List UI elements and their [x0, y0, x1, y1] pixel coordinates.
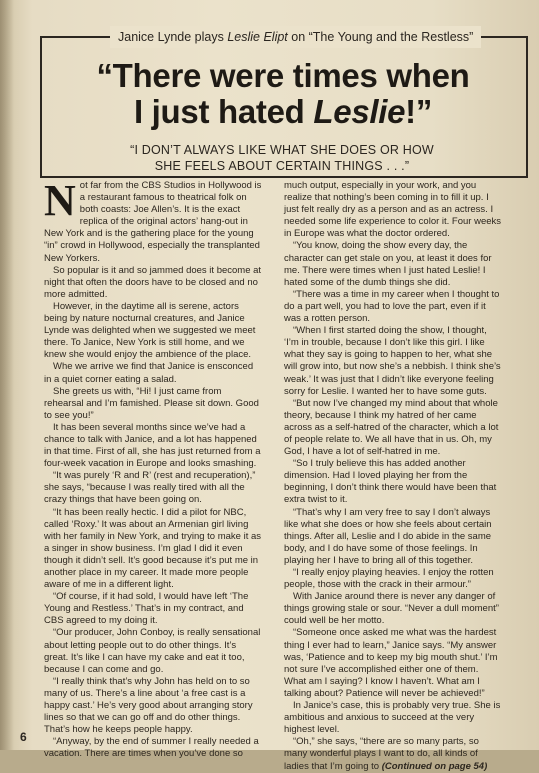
- article-column-left: [44, 176, 262, 761]
- article-column-right: [284, 180, 502, 773]
- paragraph: “It was purely ‘R and R’ (rest and recuperation),” she says, “because I was really tired with all the crazy things that have been going on.: [44, 470, 256, 506]
- paragraph: “Of course, if it had sold, I would have left ‘The Young and Restless.’ That’s in my contract, and CBS agreed to my doing it.: [44, 591, 249, 627]
- page-number: 6: [20, 730, 27, 744]
- paragraph: Not far from the CBS Studios in Hollywood is a restaurant famous to theatrical folk on both coasts: Joe Allen’s. It is the exact replica of the original actors’ hang-out in New York and is the gathering place for the young “in” crowd in Hollywood, especially the transplanted New Yorkers.: [44, 176, 262, 264]
- paragraph: It has been several months since we’ve had a chance to talk with Janice, and a lot has happened in that time. First of all, she has just returned from a four-week vacation in Europe and looks smashing.: [44, 421, 261, 470]
- paragraph: “I really enjoy playing heavies. I enjoy the rotten people, those with the crack in their armour.”: [284, 567, 494, 591]
- paragraph: Whe we arrive we find that Janice is ensconced in a quiet corner eating a salad.: [44, 361, 254, 385]
- paragraph: “You know, doing the show every day, the character can get stale on you, at least it does for me. There were times when I just hated Leslie! I hated some of the dumb things she did.: [284, 240, 492, 288]
- page-gutter-shadow: [0, 0, 14, 750]
- headline: [46, 58, 520, 130]
- kicker-line: Janice Lynde plays Leslie Elipt on “The Young and the Restless”: [110, 26, 481, 48]
- paragraph: “There was a time in my career when I thought to do a part well, you had to love the part, even if it was a rotten person.: [284, 288, 500, 325]
- paragraph: “So I truly believe this has added another dimension. Had I loved playing her from the beginning, I don’t think there would have been that extra twist to it.: [284, 458, 497, 506]
- paragraph: “Anyway, by the end of summer I really needed a vacation. There are times when you’ve done so: [44, 736, 259, 760]
- headline-line-2: I just hated Leslie!”: [133, 93, 433, 130]
- paragraph: However, in the daytime all is serene, actors being by nature nocturnal creatures, and Janice Lynde was delighted when we suggested we meet there. To Janice, New York is still home, and we knew she would enjoy the ambience of the place.: [44, 300, 256, 361]
- paragraph: “Our producer, John Conboy, is really sensational about letting people out to do other things. It’s great. It’s like I can have my cake and eat it too, because I can come and go.: [44, 627, 261, 675]
- paragraph: “Oh,” she says, “there are so many parts, so many wonderful plays I want to do, all kinds of ladies that I’m going to (Continued on page 54): [284, 736, 488, 772]
- paragraph: “Someone once asked me what was the hardest thing I ever had to learn,” Janice says. “My answer was, ‘Patience and to keep my big mouth shut.’ I’m not sure I’ve accomplished either one of them. What am I saying? I know I haven’t. What am I talking about? Patience will never be achieved!”: [284, 627, 498, 699]
- drop-cap: N: [44, 176, 76, 225]
- paragraph: “That’s why I am very free to say I don’t always like what she does or how she feels about certain things. After all, Leslie and I do abide in the same body, and I do have some of those feelings. In playing her I have to bring all of this together.: [284, 506, 492, 566]
- paragraph: She greets us with, “Hi! I just came from rehearsal and I’m famished. Please sit down. Good to see you!”: [44, 385, 259, 421]
- paragraph: much output, especially in your work, and you realize that nothing’s been coming in to fill it up. I just felt really dry as a person and as an actress. I needed some life experience to color it. Four weeks in Europe was what the doctor ordered.: [284, 180, 502, 240]
- paragraph: So popular is it and so jammed does it become at night that often the doors have to be closed and no more admitted.: [44, 264, 262, 300]
- paragraph: In Janice’s case, this is probably very true. She is ambitious and anxious to succeed at the very highest level.: [284, 700, 501, 736]
- paragraph: “It has been really hectic. I did a pilot for NBC, called ‘Roxy.’ It was about an Armenian girl living with her family in New York, and trying to make it as a singer in show business. I’m glad I did it even though it didn’t sell. It’s good because it’s put me in another place in my career. It made more people aware of me in a different light.: [44, 506, 262, 591]
- continued-jump-line: (Continued on page 54): [381, 760, 488, 772]
- deck-subheadline: “I DON’T ALWAYS LIKE WHAT SHE DOES OR HOW SHE FEELS ABOUT CERTAIN THINGS . . .”: [130, 143, 434, 173]
- paragraph: “But now I’ve changed my mind about that whole theory, because I think my hatred of her came across as a self-hatred of the character, which a lot of people relate to. We all have that in us. Oh, my God, I have a lot of self-hatred in me.: [284, 397, 499, 458]
- paragraph: “When I first started doing the show, I thought, ‘I’m in trouble, because I don’t like this girl. I like what they say is going to happen to her, what she will grow into, but now she’s a nebbish. I think she’s weak.’ It was just that I didn’t like everyone feeling sorry for Leslie. I wanted her to have some guts.: [284, 325, 501, 397]
- paragraph: “I really think that’s why John has held on to so many of us. There’s a line about ‘a free cast is a happy cast.’ He’s very good about arranging story lines so that we can go off and do other things. That’s how he keeps people happy.: [44, 675, 253, 736]
- headline-line-1: “There were times when: [96, 57, 470, 94]
- paragraph: With Janice around there is never any danger of things growing stale or sour. “Never a dull moment” could well be her motto.: [284, 591, 499, 627]
